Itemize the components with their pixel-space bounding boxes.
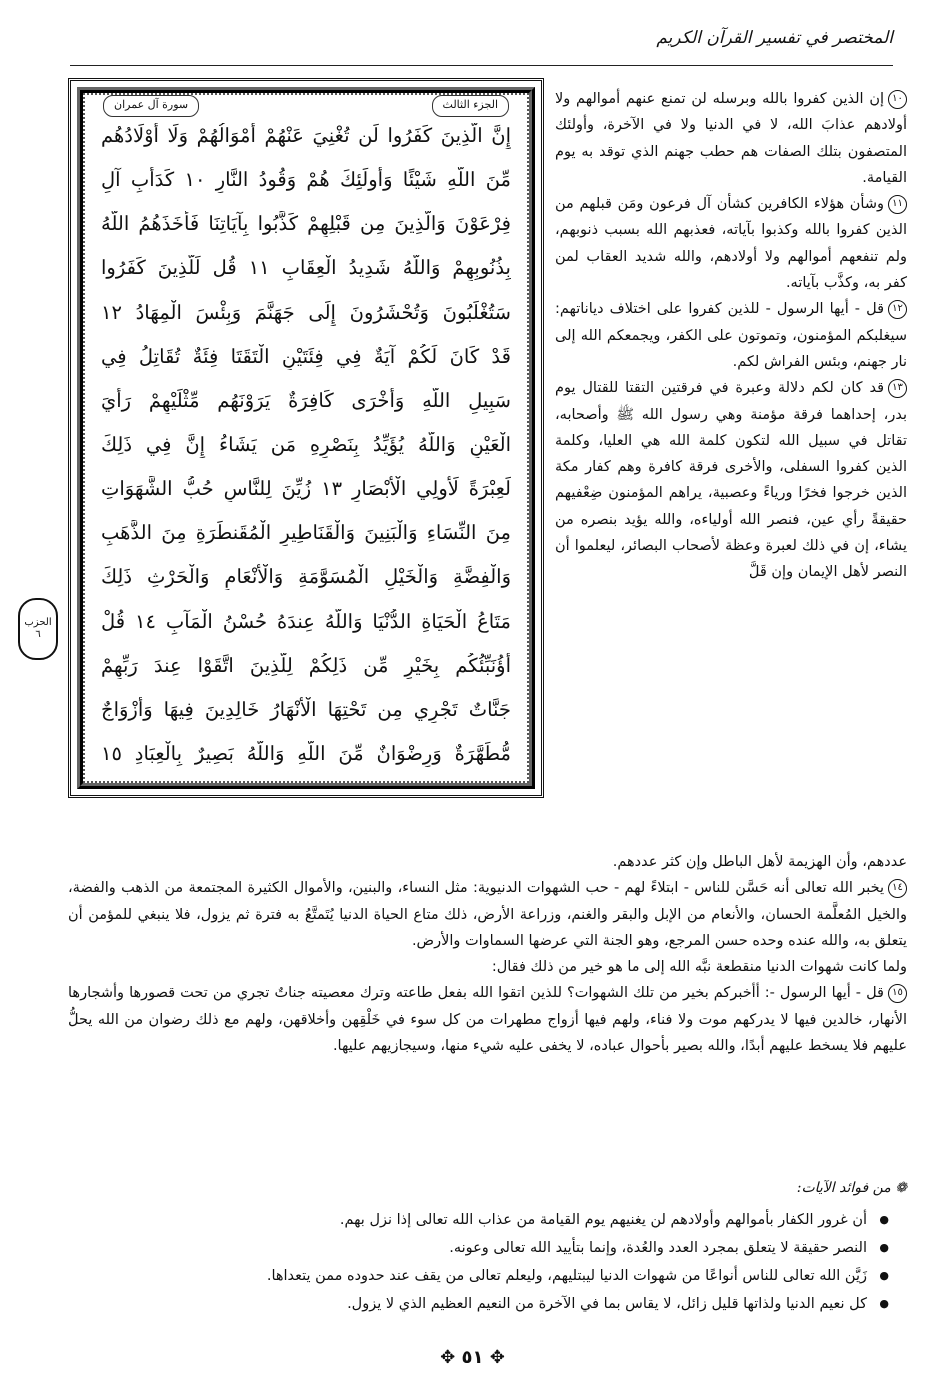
list-item: ● أن غرور الكفار بأموالهم وأولادهم لن يغنيهم يوم القيامة من عذاب الله تعالى إذا نزل بهم. <box>68 1206 907 1234</box>
tafsir-text: قل - أيها الرسول -: أأخبركم بخير من تلك الشهوات؟ للذين اتقوا الله بفعل طاعته وترك معصيته جناتٌ تجري من تحت قصورها وأشجارها الأنهار، خالدين فيها لا يدركهم موت ولا فناء، ولهم فيها أزواج مطهرات من كل سوء في خَلْقِهن وأخلاقهن، ولهم مع ذلك رضوان من الله يحلُّ عليهم فلا يسخط عليهم أبدًا، والله بصير بأحوال عباده، لا يخفى عليه شيء منها، وسيجازيهم عليها. <box>68 985 907 1055</box>
tafsir-text: يخبر الله تعالى أنه حَسَّن للناس - ابتلاءً لهم - حب الشهوات الدنيوية: مثل النساء، والبنين، والأموال الكثيرة المجتمعة من الذهب والفضة، والخيل المُعلَّمة الحسان، والأنعام من الإبل والبقر والغنم، وزراعة الأرض، ذلك متاع الحياة الدنيا يُتَمتَّعُ به فترة ثم يزول، فلا ينبغي للمؤمن أن يتعلق به، والله عنده وحده حسن المرجع، وهو الجنة التي عرضها السماوات والأرض. <box>68 880 907 949</box>
quran-line: سَتُغْلَبُونَ وَتُحْشَرُونَ إِلَى جَهَنَّمَ وَبِئْسَ الْمِهَادُ ١٢ <box>101 300 511 324</box>
tafsir-text: إن الذين كفروا بالله وبرسله لن تمنع عنهم أموالهم ولا أولادهم عذابَ الله، لا في الدنيا ولا في الآخرة، وأولئك المتصفون بتلك الصفات هم حطب جهنم الذي توقد به يوم القيامة. <box>555 91 907 186</box>
quran-line: مِّنَ اللَّهِ شَيْئًا وَأُولَئِكَ هُمْ وَقُودُ النَّارِ ١٠ كَدَأْبِ آلِ <box>101 168 511 192</box>
benefits-heading <box>68 1174 907 1202</box>
tafsir-paragraph <box>555 191 907 296</box>
ayah-number-badge: ١٥ <box>888 984 907 1003</box>
list-item: ● كل نعيم الدنيا ولذاتها قليل زائل، لا يقاس بما في الآخرة من النعيم العظيم الذي لا يزول. <box>68 1290 907 1318</box>
tafsir-text: ولما كانت شهوات الدنيا منقطعة نبَّه الله إلى ما هو خير من ذلك فقال: <box>491 959 907 976</box>
ayah-number-badge: ١٤ <box>888 879 907 898</box>
quran-text <box>101 123 511 767</box>
tafsir-right-column <box>555 86 907 586</box>
tafsir-paragraph <box>68 875 907 954</box>
quran-line: بِذُنُوبِهِمْ وَاللَّهُ شَدِيدُ الْعِقَابِ ١١ قُل لِّلَّذِينَ كَفَرُوا <box>101 256 511 280</box>
benefits-section <box>68 1174 907 1318</box>
page-number <box>0 1347 945 1368</box>
ayah-number-badge: ١١ <box>888 195 907 214</box>
tafsir-text: وشأن هؤلاء الكافرين كشأن آل فرعون ومَن قبلهم من الذين كفروا بالله وكذبوا بآياته، فعذبهم الله بسبب ذنوبهم، ولم تنفعهم أموالهم ولا أولادهم، والله شديد العقاب لمن كفر به، وكذَّب بآياته. <box>555 196 907 292</box>
benefits-heading-text: من فوائد الآيات: <box>796 1180 891 1196</box>
tafsir-paragraph <box>555 296 907 375</box>
tafsir-paragraph <box>555 375 907 585</box>
ornament-left-icon: ✥ <box>440 1347 462 1368</box>
quran-line: مُّطَهَّرَةٌ وَرِضْوَانٌ مِّنَ اللَّهِ وَاللَّهُ بَصِيرٌ بِالْعِبَادِ ١٥ <box>101 741 511 765</box>
hizb-marker <box>18 598 58 660</box>
quran-line: وَالْفِضَّةِ وَالْخَيْلِ الْمُسَوَّمَةِ وَالْأَنْعَامِ وَالْحَرْثِ ذَلِكَ <box>101 565 511 589</box>
quran-frame-inner <box>77 87 535 789</box>
tafsir-text: قل - أيها الرسول - للذين كفروا على اختلاف دياناتهم: سيغلبكم المؤمنون، وتموتون على الكفر، ويجمعكم الله إلى نار جهنم، وبئس الفراش لكم. <box>555 301 907 370</box>
book-title: المختصر في تفسير القرآن الكريم <box>656 28 893 48</box>
quran-line: جَنَّاتٌ تَجْرِي مِن تَحْتِهَا الْأَنْهَارُ خَالِدِينَ فِيهَا وَأَزْوَاجٌ <box>101 697 511 721</box>
flower-icon: ❁ <box>890 1180 907 1196</box>
tafsir-text: عددهم، وأن الهزيمة لأهل الباطل وإن كثر عددهم. <box>612 854 907 870</box>
benefits-list <box>68 1206 907 1318</box>
tafsir-paragraph <box>68 980 907 1059</box>
ayah-number-badge: ١٢ <box>888 300 907 319</box>
tafsir-paragraph <box>555 86 907 191</box>
surah-label: سورة آل عمران <box>103 95 199 117</box>
page-number-text: ٥١ <box>461 1347 484 1368</box>
quran-line: سَبِيلِ اللَّهِ وَأُخْرَى كَافِرَةٌ يَرَوْنَهُم مِّثْلَيْهِمْ رَأْيَ <box>101 388 511 412</box>
juz-label: الجزء الثالث <box>432 95 509 117</box>
hizb-number: ٦ <box>35 629 41 640</box>
tafsir-text: قد كان لكم دلالة وعبرة في فرقتين التقتا للقتال يوم بدر، إحداهما فرقة مؤمنة وهي رسول الله ﷺ وأصحابه، تقاتل في سبيل الله لتكون كلمة الله هي العليا، وكلمة الذين كفروا السفلى، والأخرى فرقة كافرة وهم كفار مكة الذين خرجوا فخرًا ورياءً وعصبية، يراهم المؤمنون ضِعْفيهم حقيقةً رأي عين، فنصر الله أولياءه، والله يؤيد بنصره من يشاء، إن في ذلك لعبرة وعظة لأصحاب البصائر، ليعلموا أن النصر لأهل الإيمان وإن قَلَّ <box>555 380 907 581</box>
quran-line: مِنَ النِّسَاءِ وَالْبَنِينَ وَالْقَنَاطِيرِ الْمُقَنطَرَةِ مِنَ الذَّهَبِ <box>101 521 511 545</box>
ayah-number-badge: ١٠ <box>888 90 907 109</box>
quran-line: مَتَاعُ الْحَيَاةِ الدُّنْيَا وَاللَّهُ عِندَهُ حُسْنُ الْمَآبِ ١٤ قُلْ <box>101 609 511 633</box>
tafsir-paragraph <box>68 849 907 875</box>
hizb-label: الحزب <box>24 617 52 628</box>
quran-line: لَعِبْرَةً لِّأُولِي الْأَبْصَارِ ١٣ زُيِّنَ لِلنَّاسِ حُبُّ الشَّهَوَاتِ <box>101 477 511 501</box>
quran-line: أَؤُنَبِّئُكُم بِخَيْرٍ مِّن ذَلِكُمْ لِلَّذِينَ اتَّقَوْا عِندَ رَبِّهِمْ <box>101 653 511 677</box>
tafsir-full-width <box>68 849 907 1059</box>
list-item: ● زَيَّن الله تعالى للناس أنواعًا من شهوات الدنيا ليبتليهم، وليعلم تعالى من يقف عند حدوده ممن يتعداها. <box>68 1262 907 1290</box>
tafsir-paragraph <box>68 954 907 980</box>
quran-line: إِنَّ الَّذِينَ كَفَرُوا لَن تُغْنِيَ عَنْهُمْ أَمْوَالُهُمْ وَلَا أَوْلَادُهُم <box>101 124 511 147</box>
quran-line: الْعَيْنِ وَاللَّهُ يُؤَيِّدُ بِنَصْرِهِ مَن يَشَاءُ إِنَّ فِي ذَلِكَ <box>101 432 511 456</box>
quran-frame <box>68 78 544 798</box>
header-rule <box>70 65 893 66</box>
ornament-right-icon: ✥ <box>483 1347 505 1368</box>
list-item: ● النصر حقيقة لا يتعلق بمجرد العدد والعُدة، وإنما بتأييد الله تعالى وعونه. <box>68 1234 907 1262</box>
ayah-number-badge: ١٣ <box>888 379 907 398</box>
frame-header <box>103 95 509 117</box>
quran-line: فِرْعَوْنَ وَالَّذِينَ مِن قَبْلِهِمْ كَذَّبُوا بِآيَاتِنَا فَأَخَذَهُمُ اللَّهُ <box>101 212 511 236</box>
quran-line: قَدْ كَانَ لَكُمْ آيَةٌ فِي فِئَتَيْنِ الْتَقَتَا فِئَةٌ تُقَاتِلُ فِي <box>101 344 511 368</box>
